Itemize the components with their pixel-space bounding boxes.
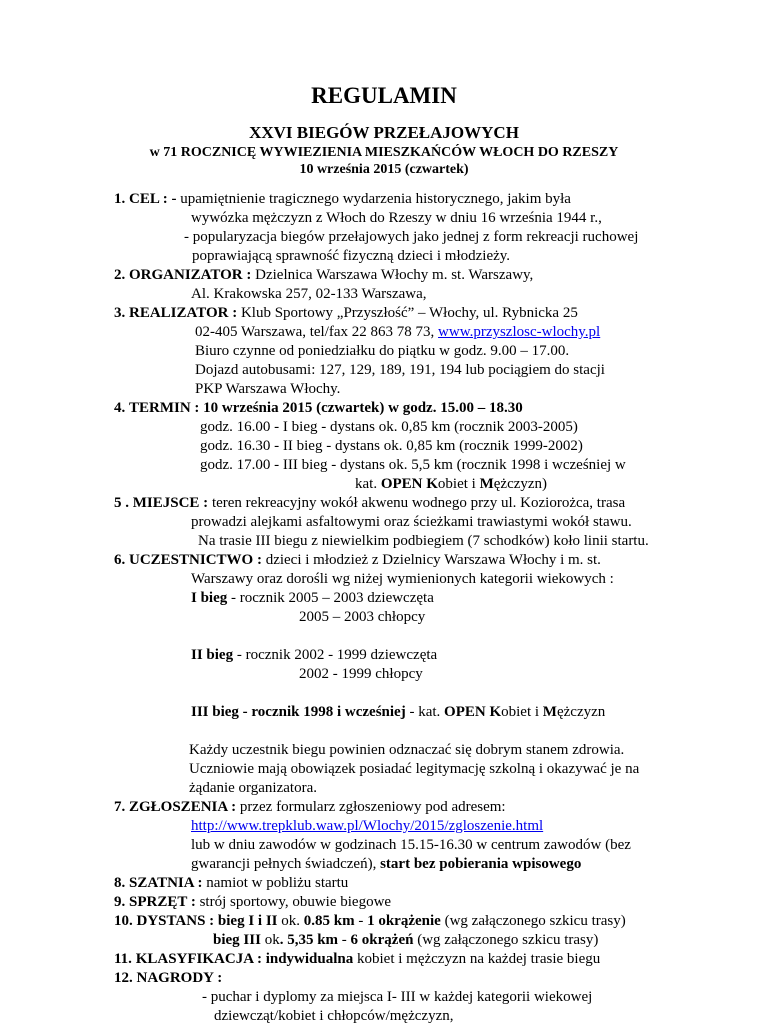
race-label: bieg III xyxy=(213,932,261,948)
section-number: 8. xyxy=(114,875,126,891)
section-heading: SPRZĘT : xyxy=(129,894,196,910)
section-heading: TERMIN : 10 września 2015 (czwartek) w godz. 15.00 – 18.30 xyxy=(129,400,523,416)
section-7-line: lub w dniu zawodów w godzinach 15.15-16.30 w centrum zawodów (bez xyxy=(191,837,631,853)
category-text: - kat. xyxy=(405,704,445,720)
category-m: M xyxy=(479,476,494,492)
category-row: 2002 - 1999 chłopcy xyxy=(299,666,423,682)
category-text: obiet i xyxy=(501,704,543,720)
section-3-line: Dojazd autobusami: 127, 129, 189, 191, 194 lub pociągiem do stacji xyxy=(195,362,605,378)
section-number: 11. xyxy=(114,951,132,967)
section-5-line: prowadzi alejkami asfaltowymi oraz ścieżkami trawiastymi wokół stawu. xyxy=(191,514,632,530)
section-7-line xyxy=(191,855,581,874)
category-text: - rocznik 2002 - 1999 dziewczęta xyxy=(233,647,438,663)
section-heading: ORGANIZATOR : xyxy=(129,267,252,283)
schedule-row: godz. 16.00 - I bieg - dystans ok. 0,85 km (rocznik 2003-2005) xyxy=(200,419,578,435)
category-row: 2005 – 2003 chłopcy xyxy=(299,609,426,625)
category-row xyxy=(191,646,437,665)
section-text: gwarancji pełnych świadczeń), xyxy=(191,856,381,872)
section-heading: ZGŁOSZENIA : xyxy=(129,799,237,815)
section-text: (wg załączonego szkicu trasy) xyxy=(440,913,626,929)
section-5 xyxy=(114,494,625,513)
page-title: REGULAMIN xyxy=(311,83,457,108)
section-number: 5 . xyxy=(114,495,129,511)
section-number: 4. xyxy=(114,400,126,416)
contact-text: 02-405 Warszawa, tel/fax 22 863 78 73, xyxy=(195,324,439,340)
section-text: - xyxy=(354,913,368,929)
schedule-row: godz. 16.30 - II bieg - dystans ok. 0,85 km (rocznik 1999-2002) xyxy=(200,438,583,454)
section-7-line xyxy=(191,817,543,836)
section-text: strój sportowy, obuwie biegowe xyxy=(195,894,392,910)
section-number: 9. xyxy=(114,894,126,910)
section-10-line xyxy=(213,931,598,950)
section-text: kobiet i mężczyzn na każdej trasie biegu xyxy=(353,951,601,967)
section-6-line: Każdy uczestnik biegu powinien odznaczać się dobrym stanem zdrowia. xyxy=(189,742,625,758)
section-6 xyxy=(114,551,601,570)
category-label: II bieg xyxy=(191,647,234,663)
section-text: - xyxy=(338,932,351,948)
section-6-line: Uczniowie mają obowiązek posiadać legitymację szkolną i okazywać je na xyxy=(189,761,640,777)
category-text: ężczyzn xyxy=(556,704,606,720)
section-heading: KLASYFIKACJA : indywidualna xyxy=(135,951,354,967)
section-9 xyxy=(114,893,391,912)
section-text: Dzielnica Warszawa Włochy m. st. Warszawy, xyxy=(251,267,534,283)
section-2 xyxy=(114,266,533,285)
section-6-line: żądanie organizatora. xyxy=(189,780,317,796)
section-text: namiot w pobliżu startu xyxy=(202,875,349,891)
section-text: teren rekreacyjny wokół akwenu wodnego przy ul. Koziorożca, trasa xyxy=(208,495,626,511)
section-heading: DYSTANS : bieg I i II xyxy=(136,913,278,929)
section-1-line: wywózka mężczyzn z Włoch do Rzeszy w dniu 16 września 1944 r., xyxy=(191,210,602,226)
subtitle-occasion: w 71 ROCZNICĘ WYWIEZIENIA MIESZKAŃCÓW WŁOCH DO RZESZY xyxy=(149,145,619,160)
section-text: ok xyxy=(260,932,280,948)
section-text: Klub Sportowy „Przyszłość” – Włochy, ul. Rybnicka 25 xyxy=(237,305,578,321)
category-text: kat. xyxy=(355,476,381,492)
section-3-line: Biuro czynne od poniedziałku do piątku w godz. 9.00 – 17.00. xyxy=(195,343,570,359)
section-text: dzieci i młodzież z Dzielnicy Warszawa Włochy i m. st. xyxy=(261,552,601,568)
section-5-line: Na trasie III biegu z niewielkim podbiegiem (7 schodków) koło linii startu. xyxy=(198,533,649,549)
section-3 xyxy=(114,304,578,323)
section-heading: SZATNIA : xyxy=(129,875,203,891)
category-m: M xyxy=(542,704,557,720)
section-3-line: PKP Warszawa Włochy. xyxy=(195,381,341,397)
category-open: OPEN K xyxy=(444,704,502,720)
category-text: - rocznik 2005 – 2003 dziewczęta xyxy=(227,590,434,606)
section-3-line xyxy=(195,323,600,342)
section-1 xyxy=(114,190,571,209)
section-text: upamiętnienie tragicznego wydarzenia historycznego, jakim była xyxy=(176,191,571,207)
section-12-line: dziewcząt/kobiet i chłopców/mężczyzn, xyxy=(214,1008,454,1024)
category-row xyxy=(191,703,605,722)
category-open: OPEN K xyxy=(380,476,438,492)
section-8 xyxy=(114,874,348,893)
registration-form-link[interactable]: http://www.trepklub.waw.pl/Wlochy/2015/zgloszenie.html xyxy=(191,818,544,834)
distance-value: 0.85 km xyxy=(303,913,355,929)
section-12-line: - puchar i dyplomy za miejsca I- III w każdej kategorii wiekowej xyxy=(202,989,593,1005)
section-text: ok. xyxy=(277,913,304,929)
schedule-row xyxy=(355,475,547,494)
section-number: 7. xyxy=(114,799,126,815)
section-text: (wg załączonego szkicu trasy) xyxy=(413,932,599,948)
section-number: 3. xyxy=(114,305,126,321)
section-heading: REALIZATOR : xyxy=(129,305,238,321)
section-number: 2. xyxy=(114,267,126,283)
schedule-row: godz. 17.00 - III bieg - dystans ok. 5,5 km (rocznik 1998 i wcześniej w xyxy=(200,457,626,473)
section-number: 6. xyxy=(114,552,126,568)
category-row xyxy=(191,589,434,608)
event-date: 10 września 2015 (czwartek) xyxy=(299,162,469,177)
section-6-line: Warszawy oraz dorośli wg niżej wymienionych kategorii wiekowych : xyxy=(191,571,614,587)
section-1-line: - popularyzacja biegów przełajowych jako jednej z form rekreacji ruchowej xyxy=(184,229,639,245)
section-heading: UCZESTNICTWO : xyxy=(129,552,262,568)
section-4 xyxy=(114,399,523,418)
category-label: I bieg xyxy=(191,590,228,606)
no-entry-fee-note: start bez pobierania wpisowego xyxy=(380,856,582,872)
section-heading: MIEJSCE : xyxy=(132,495,209,511)
category-text: obiet i xyxy=(437,476,480,492)
laps-value: 1 okrążenie xyxy=(367,913,441,929)
section-heading: NAGRODY : xyxy=(136,970,223,986)
distance-value: . 5,35 km xyxy=(279,932,339,948)
section-1-line: poprawiającą sprawność fizyczną dzieci i młodzieży. xyxy=(192,248,511,264)
subtitle: XXVI BIEGÓW PRZEŁAJOWYCH xyxy=(249,123,519,142)
laps-value: 6 okrążeń xyxy=(350,932,414,948)
section-12 xyxy=(114,969,222,988)
section-text: przez formularz zgłoszeniowy pod adresem: xyxy=(236,799,506,815)
section-heading: CEL : - xyxy=(129,191,177,207)
section-10 xyxy=(114,912,626,931)
organizer-website-link[interactable]: www.przyszlosc-wlochy.pl xyxy=(438,324,601,340)
section-number: 12. xyxy=(114,970,133,986)
section-11 xyxy=(114,950,600,969)
section-7 xyxy=(114,798,506,817)
category-label: III bieg - rocznik 1998 i wcześniej xyxy=(191,704,406,720)
section-number: 1. xyxy=(114,191,126,207)
section-number: 10. xyxy=(114,913,133,929)
category-text: ężczyzn) xyxy=(493,476,548,492)
section-2-line: Al. Krakowska 257, 02-133 Warszawa, xyxy=(191,286,427,302)
